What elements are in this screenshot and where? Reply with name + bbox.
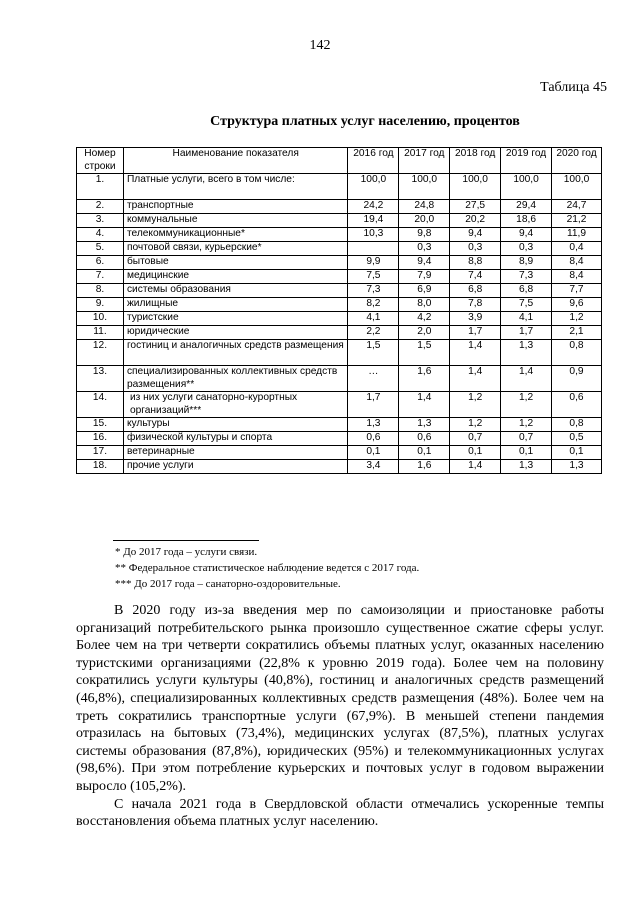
value-cell: 1,5 bbox=[399, 340, 450, 366]
footnote: * До 2017 года – услуги связи. bbox=[115, 546, 258, 558]
table-row bbox=[77, 418, 602, 432]
indicator-name-cell: ветеринарные bbox=[123, 446, 348, 460]
value-cell: 1,6 bbox=[399, 366, 450, 392]
row-number-cell: 18. bbox=[77, 460, 124, 474]
table-row bbox=[77, 270, 602, 284]
row-number-cell: 4. bbox=[77, 228, 124, 242]
value-cell: 8,4 bbox=[552, 256, 602, 270]
value-cell: 8,0 bbox=[399, 298, 450, 312]
row-number-cell: 8. bbox=[77, 284, 124, 298]
indicator-name-cell: физической культуры и спорта bbox=[123, 432, 348, 446]
value-cell: 100,0 bbox=[399, 174, 450, 200]
row-number-cell: 15. bbox=[77, 418, 124, 432]
value-cell: 0,7 bbox=[501, 432, 552, 446]
value-cell: 7,5 bbox=[348, 270, 399, 284]
value-cell: 0,9 bbox=[552, 366, 602, 392]
footnotes bbox=[115, 544, 419, 592]
value-cell: 1,2 bbox=[552, 312, 602, 326]
row-number-cell: 1. bbox=[77, 174, 124, 200]
indicator-name-cell: медицинские bbox=[123, 270, 348, 284]
value-cell: 1,4 bbox=[450, 366, 501, 392]
header-year: 2017 год bbox=[399, 148, 450, 174]
value-cell: 6,8 bbox=[501, 284, 552, 298]
table-title: Структура платных услуг населению, процентов bbox=[210, 114, 520, 129]
header-year: 2020 год bbox=[552, 148, 602, 174]
value-cell: 0,1 bbox=[450, 446, 501, 460]
value-cell: 9,8 bbox=[399, 228, 450, 242]
header-year: 2018 год bbox=[450, 148, 501, 174]
value-cell: 0,1 bbox=[552, 446, 602, 460]
value-cell: 10,3 bbox=[348, 228, 399, 242]
value-cell: 20,2 bbox=[450, 214, 501, 228]
value-cell: 1,7 bbox=[450, 326, 501, 340]
header-year: 2019 год bbox=[501, 148, 552, 174]
value-cell: 1,7 bbox=[501, 326, 552, 340]
indicator-name-cell: бытовые bbox=[123, 256, 348, 270]
value-cell: 7,3 bbox=[348, 284, 399, 298]
value-cell: 21,2 bbox=[552, 214, 602, 228]
table-row bbox=[77, 228, 602, 242]
indicator-name-cell: юридические bbox=[123, 326, 348, 340]
value-cell: 100,0 bbox=[348, 174, 399, 200]
services-structure-table bbox=[76, 147, 602, 474]
indicator-name-cell: коммунальные bbox=[123, 214, 348, 228]
value-cell: 1,3 bbox=[552, 460, 602, 474]
row-number-cell: 6. bbox=[77, 256, 124, 270]
value-cell: 27,5 bbox=[450, 200, 501, 214]
value-cell: 19,4 bbox=[348, 214, 399, 228]
value-cell: 1,4 bbox=[450, 340, 501, 366]
value-cell: 0,3 bbox=[399, 242, 450, 256]
value-cell: 1,2 bbox=[501, 418, 552, 432]
value-cell: 9,4 bbox=[399, 256, 450, 270]
value-cell: 0,6 bbox=[399, 432, 450, 446]
indicator-name-cell: культуры bbox=[123, 418, 348, 432]
value-cell: 7,4 bbox=[450, 270, 501, 284]
value-cell: 7,9 bbox=[399, 270, 450, 284]
header-row-number: Номер строки bbox=[77, 148, 124, 174]
table-row bbox=[77, 214, 602, 228]
value-cell: 24,8 bbox=[399, 200, 450, 214]
value-cell: 0,8 bbox=[552, 340, 602, 366]
row-number-cell: 17. bbox=[77, 446, 124, 460]
value-cell: 29,4 bbox=[501, 200, 552, 214]
table-row bbox=[77, 340, 602, 366]
value-cell: 1,3 bbox=[501, 340, 552, 366]
value-cell: 6,9 bbox=[399, 284, 450, 298]
table-row bbox=[77, 460, 602, 474]
table-row bbox=[77, 366, 602, 392]
value-cell: 6,8 bbox=[450, 284, 501, 298]
value-cell: … bbox=[348, 366, 399, 392]
value-cell: 18,6 bbox=[501, 214, 552, 228]
value-cell: 1,3 bbox=[399, 418, 450, 432]
row-number-cell: 5. bbox=[77, 242, 124, 256]
row-number-cell: 16. bbox=[77, 432, 124, 446]
value-cell: 3,4 bbox=[348, 460, 399, 474]
value-cell: 1,4 bbox=[450, 460, 501, 474]
row-number-cell: 12. bbox=[77, 340, 124, 366]
indicator-name-cell: почтовой связи, курьерские* bbox=[123, 242, 348, 256]
table-row bbox=[77, 326, 602, 340]
value-cell: 4,1 bbox=[501, 312, 552, 326]
header-indicator: Наименование показателя bbox=[123, 148, 348, 174]
value-cell: 0,1 bbox=[399, 446, 450, 460]
indicator-name-cell: гостиниц и аналогичных средств размещения bbox=[123, 340, 348, 366]
value-cell: 0,4 bbox=[552, 242, 602, 256]
value-cell: 1,5 bbox=[348, 340, 399, 366]
value-cell: 9,4 bbox=[501, 228, 552, 242]
table-row bbox=[77, 446, 602, 460]
value-cell: 1,2 bbox=[501, 392, 552, 418]
value-cell: 1,3 bbox=[348, 418, 399, 432]
table-row bbox=[77, 242, 602, 256]
row-number-cell: 10. bbox=[77, 312, 124, 326]
value-cell: 3,9 bbox=[450, 312, 501, 326]
table-row bbox=[77, 174, 602, 200]
value-cell: 1,2 bbox=[450, 392, 501, 418]
value-cell: 1,3 bbox=[501, 460, 552, 474]
table-row bbox=[77, 284, 602, 298]
value-cell: 24,7 bbox=[552, 200, 602, 214]
table-row bbox=[77, 312, 602, 326]
row-number-cell: 13. bbox=[77, 366, 124, 392]
value-cell: 9,4 bbox=[450, 228, 501, 242]
paragraph: В 2020 году из-за введения мер по самоизоляции и приостановке работы организаций потребительского рынка произошло существенное сжатие сферы услуг. Более чем на три четверти сократились объемы платных услуг, оказанных населению туристскими организациями (22,8% к уровню 2019 года). Более чем на половину сократились услуги культуры (40,8%), гостиниц и аналогичных средств размещений (46,8%), специализированных коллективных средств размещения (48%). Более чем на треть сократились транспортные услуги (67,9%). В меньшей степени пандемия отразилась на бытовых (73,4%), медицинских услугах (87,5%), платных услугах системы образования (87,8%), юридических (95%) и телекоммуникационных услугах (98,6%). При этом потребление курьерских и почтовых услуг в годовом выражении выросло (105,2%). bbox=[76, 603, 604, 794]
indicator-name-cell: туристские bbox=[123, 312, 348, 326]
row-number-cell: 14. bbox=[77, 392, 124, 418]
value-cell: 0,7 bbox=[450, 432, 501, 446]
body-text bbox=[76, 602, 604, 831]
row-number-cell: 9. bbox=[77, 298, 124, 312]
table-row bbox=[77, 432, 602, 446]
value-cell: 4,1 bbox=[348, 312, 399, 326]
table-header-row bbox=[77, 148, 602, 174]
value-cell: 0,1 bbox=[348, 446, 399, 460]
value-cell: 2,1 bbox=[552, 326, 602, 340]
value-cell: 2,2 bbox=[348, 326, 399, 340]
header-year: 2016 год bbox=[348, 148, 399, 174]
value-cell: 1,4 bbox=[399, 392, 450, 418]
value-cell: 20,0 bbox=[399, 214, 450, 228]
page-number: 142 bbox=[309, 38, 331, 53]
table-row bbox=[77, 256, 602, 270]
indicator-name-cell: транспортные bbox=[123, 200, 348, 214]
value-cell: 8,8 bbox=[450, 256, 501, 270]
value-cell: 0,6 bbox=[552, 392, 602, 418]
value-cell: 8,9 bbox=[501, 256, 552, 270]
row-number-cell: 3. bbox=[77, 214, 124, 228]
value-cell: 100,0 bbox=[552, 174, 602, 200]
row-number-cell: 2. bbox=[77, 200, 124, 214]
footnote: ** Федеральное статистическое наблюдение ведется с 2017 года. bbox=[115, 562, 420, 574]
indicator-name-cell: Платные услуги, всего в том числе: bbox=[123, 174, 348, 200]
value-cell: 9,6 bbox=[552, 298, 602, 312]
paragraph: С начала 2021 года в Свердловской области отмечались ускоренные темпы восстановления объема платных услуг населению. bbox=[76, 796, 604, 830]
value-cell: 0,8 bbox=[552, 418, 602, 432]
value-cell: 1,4 bbox=[501, 366, 552, 392]
table-body bbox=[77, 174, 602, 474]
value-cell: 8,4 bbox=[552, 270, 602, 284]
value-cell bbox=[348, 242, 399, 256]
row-number-cell: 7. bbox=[77, 270, 124, 284]
value-cell: 24,2 bbox=[348, 200, 399, 214]
value-cell: 4,2 bbox=[399, 312, 450, 326]
row-number-cell: 11. bbox=[77, 326, 124, 340]
value-cell: 0,6 bbox=[348, 432, 399, 446]
footnote-divider bbox=[113, 540, 259, 541]
value-cell: 7,3 bbox=[501, 270, 552, 284]
value-cell: 1,2 bbox=[450, 418, 501, 432]
indicator-name-cell: прочие услуги bbox=[123, 460, 348, 474]
value-cell: 0,1 bbox=[501, 446, 552, 460]
value-cell: 1,6 bbox=[399, 460, 450, 474]
value-cell: 2,0 bbox=[399, 326, 450, 340]
indicator-name-cell: жилищные bbox=[123, 298, 348, 312]
indicator-name-cell: телекоммуникационные* bbox=[123, 228, 348, 242]
table-row bbox=[77, 200, 602, 214]
value-cell: 0,5 bbox=[552, 432, 602, 446]
value-cell: 11,9 bbox=[552, 228, 602, 242]
value-cell: 0,3 bbox=[501, 242, 552, 256]
table-row bbox=[77, 298, 602, 312]
footnote: *** До 2017 года – санаторно-оздоровительные. bbox=[115, 578, 341, 590]
value-cell: 7,8 bbox=[450, 298, 501, 312]
value-cell: 0,3 bbox=[450, 242, 501, 256]
value-cell: 1,7 bbox=[348, 392, 399, 418]
table-label: Таблица 45 bbox=[540, 80, 607, 95]
value-cell: 9,9 bbox=[348, 256, 399, 270]
value-cell: 7,7 bbox=[552, 284, 602, 298]
indicator-name-cell: специализированных коллективных средств размещения** bbox=[123, 366, 348, 392]
indicator-name-cell: системы образования bbox=[123, 284, 348, 298]
value-cell: 100,0 bbox=[501, 174, 552, 200]
value-cell: 7,5 bbox=[501, 298, 552, 312]
value-cell: 8,2 bbox=[348, 298, 399, 312]
table-row bbox=[77, 392, 602, 418]
value-cell: 100,0 bbox=[450, 174, 501, 200]
indicator-name-cell: из них услуги санаторно-курортных организаций*** bbox=[123, 392, 348, 418]
